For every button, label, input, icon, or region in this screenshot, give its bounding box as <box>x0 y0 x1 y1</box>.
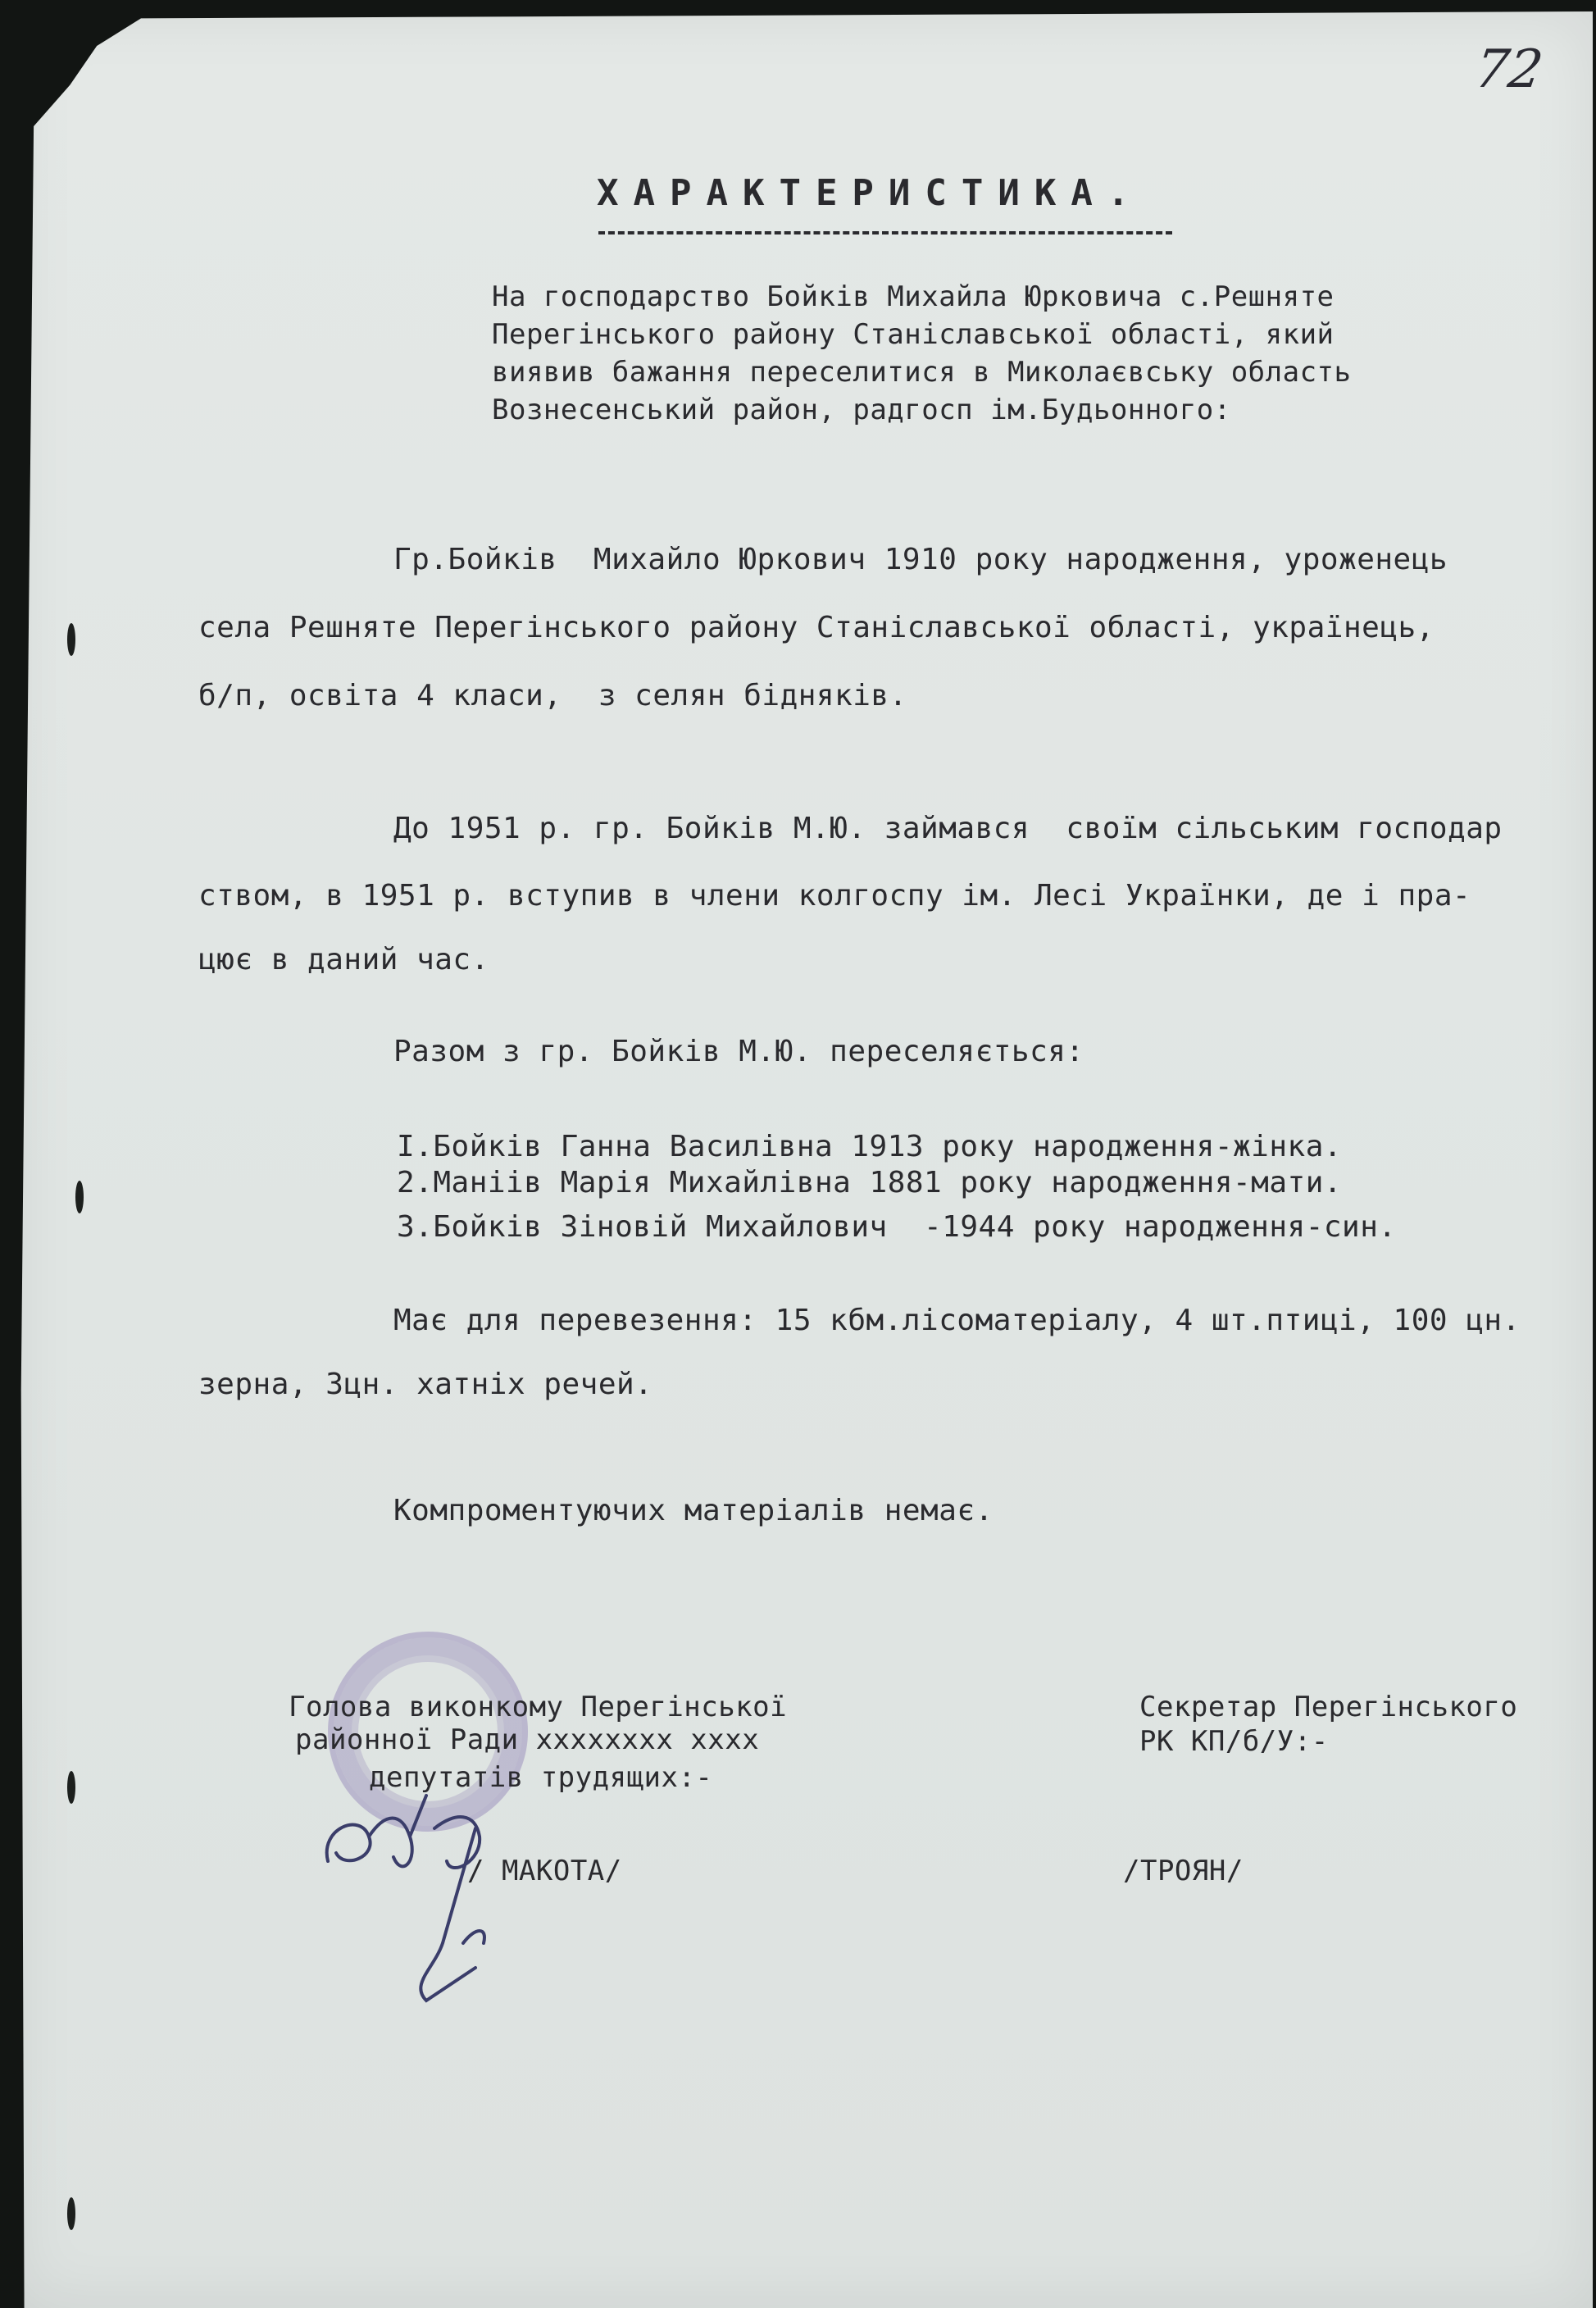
binding-hole <box>67 1771 75 1804</box>
family-intro: Разом з гр. Бойків М.Ю. переселяється: <box>393 1035 1084 1068</box>
paragraph-line: села Решняте Перегінського району Станіславської області, українець, <box>198 611 1435 644</box>
document-title: ХАРАКТЕРИСТИКА. <box>597 172 1144 214</box>
paragraph-line: зерна, 3цн. хатніх речей. <box>198 1368 653 1401</box>
signatory-title-line: Секретар Перегінського <box>1139 1691 1518 1723</box>
binding-hole <box>67 623 75 656</box>
signatory-name: / МАКОТА/ <box>467 1855 622 1887</box>
binding-hole <box>67 2197 75 2230</box>
paragraph-line: б/п, освіта 4 класи, з селян бідняків. <box>198 679 907 712</box>
compromising-note: Компроментуючих матеріалів немає. <box>393 1494 994 1527</box>
binding-hole <box>75 1181 84 1213</box>
family-member: 2.Маніів Марія Михайлівна 1881 року народження-мати. <box>397 1166 1343 1200</box>
paragraph-line: Гр.Бойків Михайло Юркович 1910 року народження, уроженець <box>393 543 1448 576</box>
subject-line: На господарство Бойків Михайла Юрковича с.Решняте <box>492 280 1335 313</box>
subject-line: Вознесенський район, радгосп ім.Будьонного: <box>492 394 1231 426</box>
signatory-title-line: районної Ради хххххххх хххх <box>295 1723 760 1756</box>
page-number: 72 <box>1471 39 1547 100</box>
signatory-title-line: Голова виконкому Перегінської <box>289 1691 788 1723</box>
signatory-title-line: депутатів трудящих:- <box>369 1761 713 1794</box>
title-underline <box>598 231 1172 234</box>
signatory-name: /ТРОЯН/ <box>1123 1855 1244 1887</box>
subject-line: виявив бажання переселитися в Миколаєвську область <box>492 356 1352 389</box>
paragraph-line: До 1951 р. гр. Бойків М.Ю. займався своїм сільським господар <box>393 812 1503 845</box>
handwritten-signature <box>311 1779 525 2017</box>
paragraph-line: цює в даний час. <box>198 943 489 976</box>
family-member: 3.Бойків Зіновій Михайлович -1944 року народження-син. <box>397 1210 1397 1244</box>
paragraph-line: Має для перевезення: 15 кбм.лісоматеріалу, 4 шт.птиці, 100 цн. <box>393 1304 1521 1337</box>
signatory-title-line: РК КП/б/У:- <box>1139 1725 1329 1758</box>
paragraph-line: ством, в 1951 р. вступив в члени колгоспу ім. Лесі Українки, де і пра- <box>198 879 1471 913</box>
subject-line: Перегінського району Станіславської області, який <box>492 318 1335 351</box>
family-member: I.Бойків Ганна Василівна 1913 року народження-жінка. <box>397 1130 1343 1163</box>
